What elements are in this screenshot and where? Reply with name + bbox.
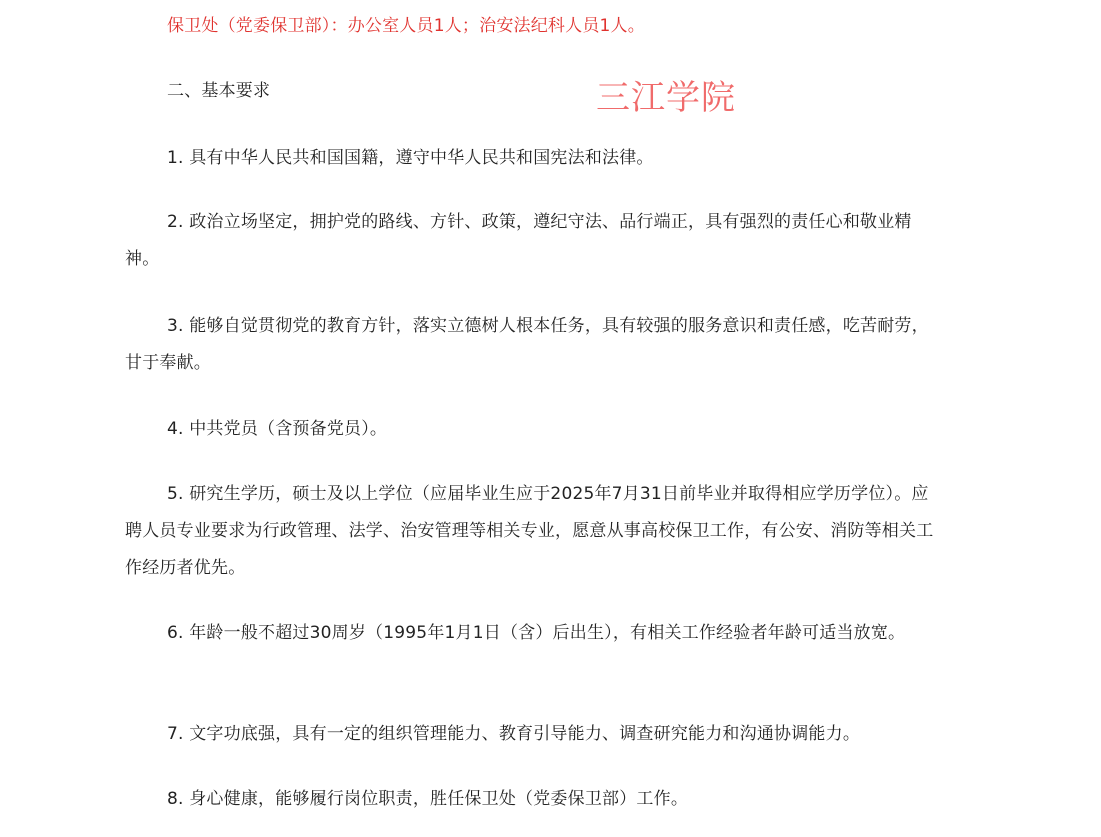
requirement-item-6: 6. 年龄一般不超过30周岁（1995年1月1日（含）后出生），有相关工作经验者年龄可适当放宽。 <box>167 623 906 643</box>
requirement-item-7: 7. 文字功底强，具有一定的组织管理能力、教育引导能力、调查研究能力和沟通协调能力。 <box>167 724 861 744</box>
requirement-item-8: 8. 身心健康，能够履行岗位职责，胜任保卫处（党委保卫部）工作。 <box>167 789 689 809</box>
requirement-item-4: 4. 中共党员（含预备党员）。 <box>167 419 388 439</box>
section-heading: 二、基本要求 <box>167 81 271 101</box>
school-watermark: 三江学院 <box>596 78 736 118</box>
requirement-item-2: 2. 政治立场坚定，拥护党的路线、方针、政策，遵纪守法、品行端正，具有强烈的责任心和敬业精神。 <box>125 212 912 269</box>
requirement-item-3: 3. 能够自觉贯彻党的教育方针，落实立德树人根本任务，具有较强的服务意识和责任感，吃苦耐劳，甘于奉献。 <box>125 316 929 373</box>
requirement-item-5: 5. 研究生学历，硕士及以上学位（应届毕业生应于2025年7月31日前毕业并取得相应学历学位）。应聘人员专业要求为行政管理、法学、治安管理等相关专业，愿意从事高校保卫工作，有公安、消防等相关工作经历者优先。 <box>125 484 934 578</box>
requirement-item-1: 1. 具有中华人民共和国国籍，遵守中华人民共和国宪法和法律。 <box>167 148 654 168</box>
department-positions-line: 保卫处（党委保卫部）：办公室人员1人；治安法纪科人员1人。 <box>167 16 645 36</box>
